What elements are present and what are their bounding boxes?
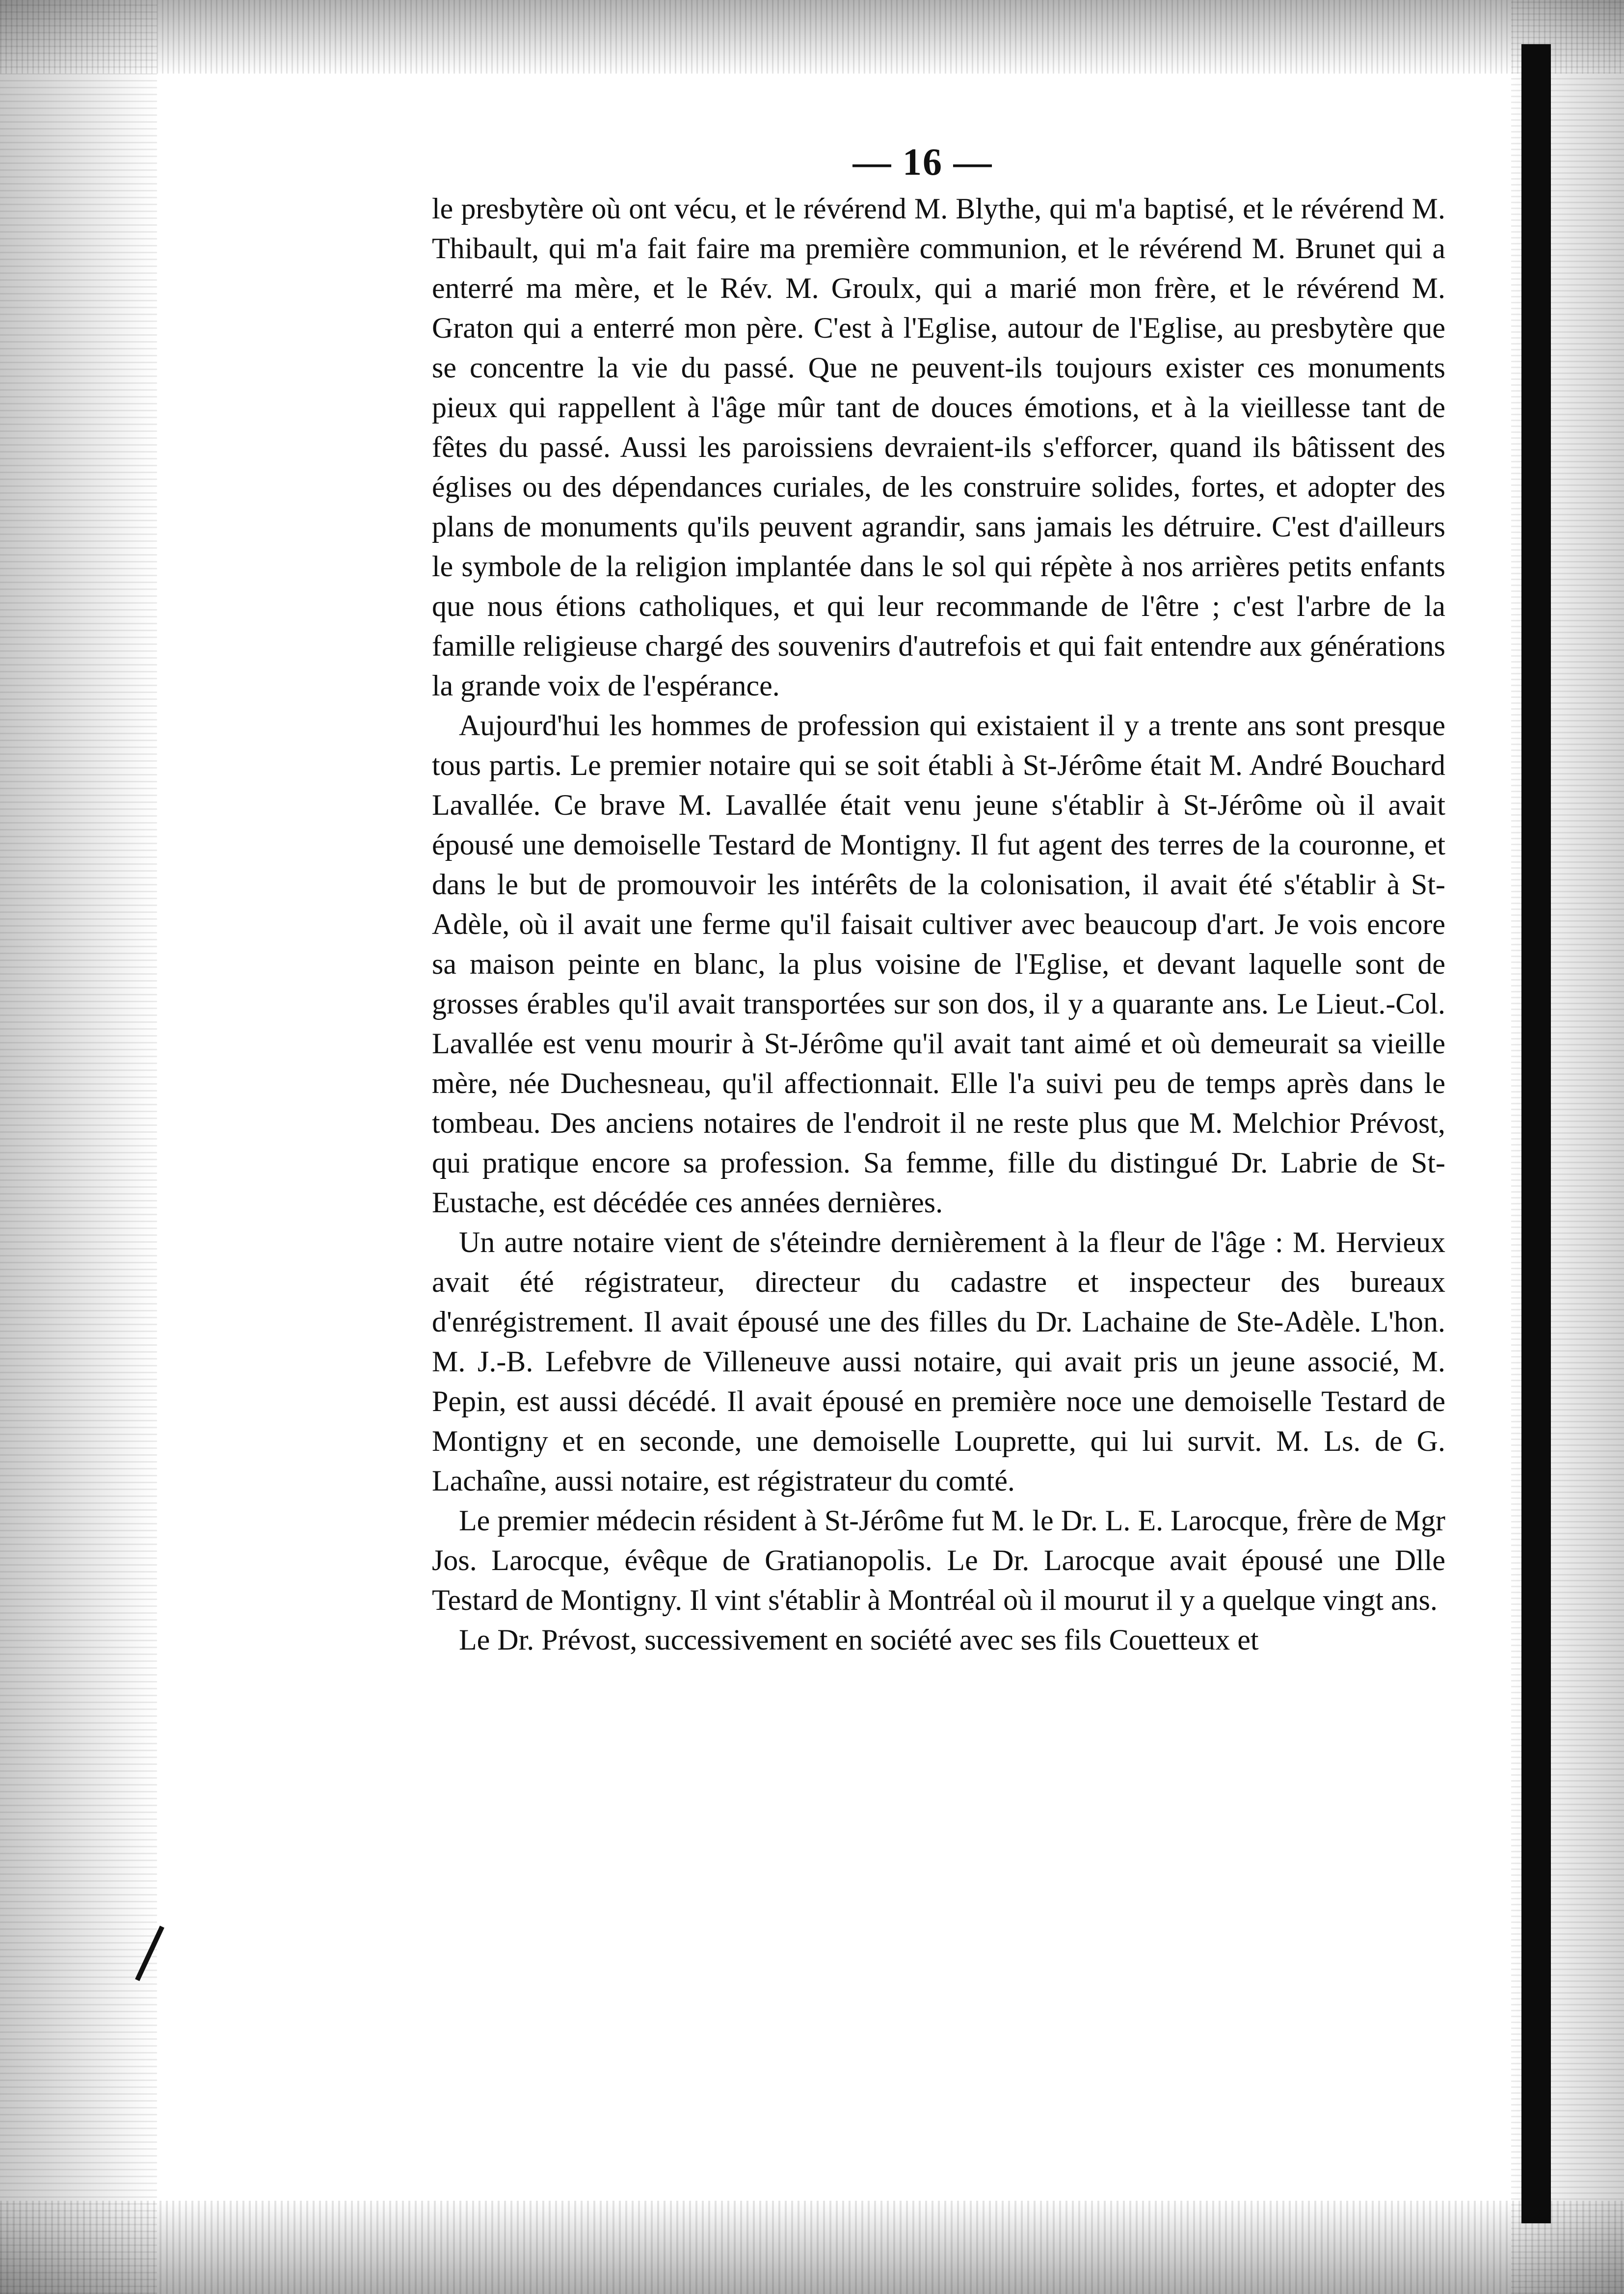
page-number: — 16 — <box>852 140 993 183</box>
paragraph: Le Dr. Prévost, successivement en société avec ses fils Couetteux et <box>459 1624 1259 1656</box>
binding-shadow <box>1521 44 1551 2223</box>
scan-edge-top <box>0 0 1624 74</box>
paragraph: Le premier médecin résident à St-Jérôme fut M. le Dr. L. E. Larocque, frère de Mgr Jos. Larocque, évêque de Gratianopolis. Le Dr. Larocque avait épousé une Dlle Testard de Montigny. Il vint s'établir à Montréal où il mourut il y a quelque vingt ans. <box>432 1504 1445 1616</box>
paragraph: Aujourd'hui les hommes de profession qui existaient il y a trente ans sont presque tous partis. Le premier notaire qui se soit établi à St-Jérôme était M. André Bouchard Lavallée. Ce brave M. Lavallée était venu jeune s'établir à St-Jérôme où il avait épousé une demoiselle Testard de Montigny. Il fut agent des terres de la couronne, et dans le but de promouvoir les intérêts de la colonisation, il avait été s'établir à St-Adèle, où il avait une ferme qu'il faisait cultiver avec beaucoup d'art. Je vois encore sa maison peinte en blanc, la plus voisine de l'Eglise, et devant laquelle sont de grosses érables qu'il avait transportées sur son dos, il y a quarante ans. Le Lieut.-Col. Lavallée est venu mourir à St-Jérôme qu'il avait tant aimé et où demeurait sa vieille mère, née Duchesneau, qu'il affectionnait. Elle l'a suivi peu de temps après dans le tombeau. Des anciens notaires de l'endroit il ne reste plus que M. Melchior Prévost, qui pratique encore sa profession. Sa femme, fille du distingué Dr. Labrie de St-Eustache, est décédée ces années dernières. <box>432 709 1445 1219</box>
scan-edge-bottom <box>0 2201 1624 2294</box>
scan-edge-left <box>0 0 157 2294</box>
paragraph: le presbytère où ont vécu, et le révérend M. Blythe, qui m'a baptisé, et le révérend M. Thibault, qui m'a fait faire ma première communion, et le révérend M. Brunet qui a enterré ma mère, et le Rév. M. Groulx, qui a marié mon frère, et le révérend M. Graton qui a enterré mon père. C'est à l'Eglise, autour de l'Eglise, au presbytère que se concentre la vie du passé. Que ne peuvent-ils toujours exister ces monuments pieux qui rappellent à l'âge mûr tant de douces émotions, et à la vieillesse tant de fêtes du passé. Aussi les paroissiens devraient-ils s'efforcer, quand ils bâtissent des églises ou des dépendances curiales, de les construire solides, fortes, et adopter des plans de monuments qu'ils peuvent agrandir, sans jamais les détruire. C'est d'ailleurs le symbole de la religion implantée dans le sol qui répète à nos arrières petits enfants que nous étions catholiques, et qui leur recommande de l'être ; c'est l'arbre de la famille religieuse chargé des souvenirs d'autrefois et qui fait entendre aux générations la grande voix de l'espérance. <box>432 192 1445 702</box>
paragraph: Un autre notaire vient de s'éteindre dernièrement à la fleur de l'âge : M. Hervieux avait été régistrateur, directeur du cadastre et inspecteur des bureaux d'enrégistrement. Il avait épousé une des filles du Dr. Lachaine de Ste-Adèle. L'hon. M. J.-B. Lefebvre de Villeneuve aussi notaire, qui avait pris un jeune associé, M. Pepin, est aussi décédé. Il avait épousé en première noce une demoiselle Testard de Montigny et en seconde, une demoiselle Louprette, qui lui survit. M. Ls. de G. Lachaîne, aussi notaire, est régistrateur du comté. <box>432 1226 1445 1497</box>
body-text <box>432 189 1445 1660</box>
